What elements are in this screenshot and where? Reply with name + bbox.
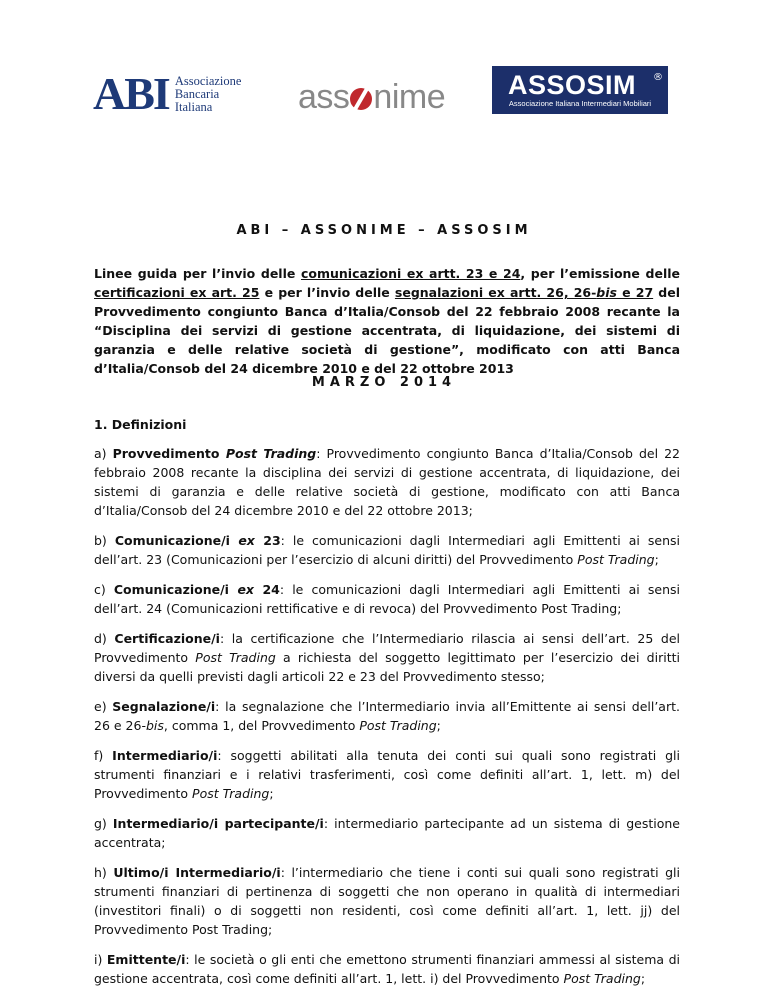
assosim-logo: ASSOSIM ® Associazione Italiana Intermediari Mobiliari [492, 66, 668, 114]
definition-e: e) Segnalazione/i: la segnalazione che l’Intermediario invia all’Emittente ai sensi dell’art. 26 e 26-bis, comma 1, del Provvedimento Post Trading; [94, 699, 680, 733]
definition-f: f) Intermediario/i: soggetti abilitati alla tenuta dei conti sui quali sono registrati gli strumenti finanziari e i relativi trasferimenti, così come definiti all’art. 1, lett. m) del Provvedimento Post Trading; [94, 748, 680, 801]
abi-logo-text: Associazione Bancaria Italiana [174, 73, 242, 114]
definition-i: i) Emittente/i: le società o gli enti che emettono strumenti finanziari ammessi al sistema di gestione accentrata, così come definiti all’art. 1, lett. i) del Provvedimento Post Trading; [94, 952, 680, 986]
assonime-o-icon [350, 88, 372, 110]
definition-h: h) Ultimo/i Intermediario/i: l’intermediario che tiene i conti sui quali sono registrati gli strumenti finanziari di pertinenza di soggetti che non operano in qualità di intermediari (investitori finali) o di soggetti non residenti, così come definiti all’art. 1, lett. jj) del Provvedimento Post Trading; [94, 865, 680, 937]
definition-a: a) Provvedimento Post Trading: Provvedimento congiunto Banca d’Italia/Consob del 22 febbraio 2008 recante la disciplina dei servizi di gestione accentrata, di liquidazione, dei sistemi di garanzia e delle relative società di gestione, modificato con atti Banca d’Italia/Consob del 24 dicembre 2010 e del 22 ottobre 2013; [94, 446, 680, 518]
logo-bar [0, 66, 768, 119]
definitions-list [94, 444, 680, 999]
definition-d: d) Certificazione/i: la certificazione che l’Intermediario rilascia ai sensi dell’art. 25 del Provvedimento Post Trading a richiesta del soggetto legittimato per l’esercizio dei diritti diversi da quelli previsti dagli articoli 22 e 23 del Provvedimento stesso; [94, 631, 680, 684]
definition-c: c) Comunicazione/i ex 24: le comunicazioni dagli Intermediari agli Emittenti ai sensi dell’art. 24 (Comunicazioni rettificative e di revoca) del Provvedimento Post Trading; [94, 582, 680, 616]
assonime-logo: ass nime [298, 78, 446, 116]
definition-b: b) Comunicazione/i ex 23: le comunicazioni dagli Intermediari agli Emittenti ai sensi dell’art. 23 (Comunicazioni per l’esercizio di alcuni diritti) del Provvedimento Post Trading; [94, 533, 680, 567]
document-date: MARZO 2014 [311, 375, 457, 390]
abi-logo [93, 68, 242, 119]
document-header: ABI – ASSONIME – ASSOSIM [236, 223, 532, 238]
section-title: 1. Definizioni [94, 417, 187, 432]
definition-g: g) Intermediario/i partecipante/i: intermediario partecipante ad un sistema di gestione accentrata; [94, 816, 681, 850]
document-title: Linee guida per l’invio delle comunicazioni ex artt. 23 e 24, per l’emissione delle certificazioni ex art. 25 e per l’invio delle segnalazioni ex artt. 26, 26-bis e 27 del Provvedimento congiunto Banca d’Italia/Consob del 22 febbraio 2008 recante la “Disciplina dei servizi di gestione accentrata, di liquidazione, dei sistemi di garanzia e delle relative società di gestione”, modificato con atti Banca d’Italia/Consob del 24 dicembre 2010 e del 22 ottobre 2013 [94, 266, 680, 376]
abi-logo-mark: ABI [93, 68, 169, 119]
